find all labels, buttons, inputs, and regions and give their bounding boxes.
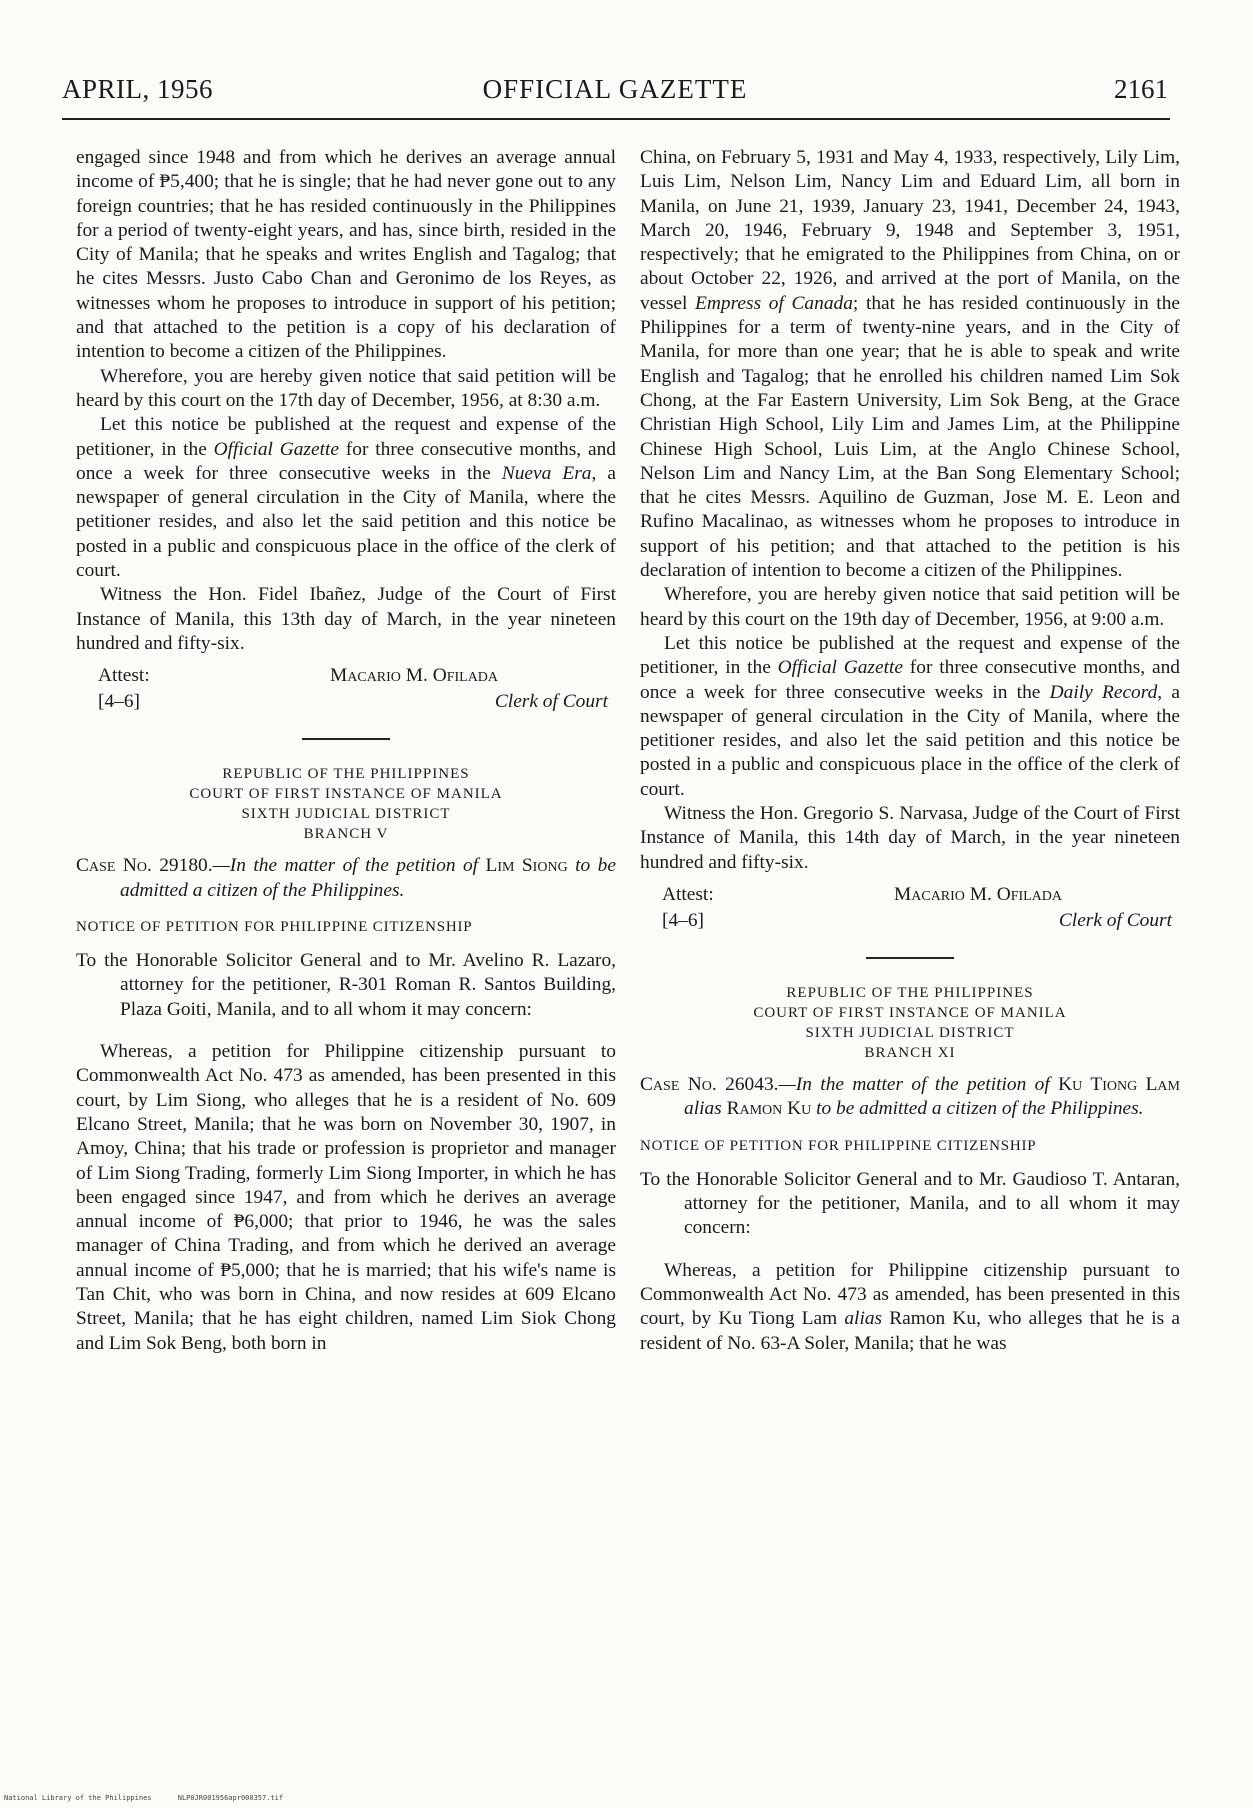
page-number: 2161 — [1114, 74, 1168, 104]
paragraph: Whereas, a petition for Philippine citizenship pursuant to Commonwealth Act No. 473 as amended, has been presented in this court, by Lim Siong, who alleges that he is a resident of No. 609 Elcano Street, Manila; that he was born on November 30, 1907, in Amoy, China; that his trade or profession is proprietor and manager of Lim Siong Trading, formerly Lim Siong Importer, in which he has been engaged since 1947, and from which he derives an average annual income of ₱6,000; that prior to 1946, he was the sales manager of China Trading, and from which he derived an average annual income of ₱5,000; that he is married; that his wife's name is Tan Chit, who was born in China, and now resides at 609 Elcano Street, Manila; that he has eight children, named Lim Siok Chong and Lim Sok Beng, both born in — [76, 1041, 616, 1354]
publication-title: OFFICIAL GAZETTE — [482, 74, 748, 104]
issue-date: APRIL, 1956 — [62, 74, 214, 104]
court-heading: REPUBLIC OF THE PHILIPPINES COURT OF FIRST INSTANCE OF MANILA SIXTH JUDICIAL DISTRICT BRANCH XI — [753, 984, 1067, 1061]
court-heading: REPUBLIC OF THE PHILIPPINES COURT OF FIRST INSTANCE OF MANILA SIXTH JUDICIAL DISTRICT BRANCH V — [189, 766, 503, 843]
addressee: To the Honorable Solicitor General and to Mr. Avelino R. Lazaro, attorney for the petitioner, R-301 Roman R. Santos Building, Plaza Goiti, Manila, and to all whom it may concern: — [76, 950, 616, 1020]
vessel-name: Empress of Canada — [695, 292, 853, 314]
signer-name: Macario M. Ofilada — [894, 883, 1063, 905]
case-title: Case No. 26043.—In the matter of the petition of Ku Tiong Lam alias Ramon Ku to be admitted a citizen of the Philippines. — [640, 1073, 1180, 1120]
notice-title: NOTICE OF PETITION FOR PHILIPPINE CITIZENSHIP — [640, 1137, 1037, 1154]
attestation-block — [640, 883, 1180, 935]
attest-label: Attest: — [98, 665, 150, 687]
section-divider — [866, 957, 954, 959]
paragraph: Wherefore, you are hereby given notice that said petition will be heard by this court on the 17th day of December, 1956, at 8:30 a.m. — [76, 365, 616, 411]
file-name: NLP0JR001956apr000357.tif — [177, 1794, 284, 1802]
paragraph: Witness the Hon. Gregorio S. Narvasa, Judge of the Court of First Instance of Manila, this 14th day of March, in the year nineteen hundred and fifty-six. — [640, 803, 1180, 873]
library-credit: National Library of the Philippines — [4, 1794, 152, 1802]
notice-title: NOTICE OF PETITION FOR PHILIPPINE CITIZENSHIP — [76, 918, 473, 935]
section-divider — [302, 738, 390, 740]
signer-title: Clerk of Court — [494, 691, 608, 713]
paragraph: China, on February 5, 1931 and May 4, 1933, respectively, Lily Lim, Luis Lim, Nelson Lim, Nancy Lim and Eduard Lim, all born in Manila, on June 21, 1939, January 23, 1941, December 24, 1943, March 20, 1946, February 9, 1948 and September 3, 1951, respectively; that he emigrated to the Philippines from China, on or about October 22, 1926, and arrived at the port of Manila, on the vessel Empress of Canada; that he has resided continuously in the Philippines for a term of twenty-nine years, and in the City of Manila, for more than one year; that he is able to speak and write English and Tagalog; that he enrolled his children named Lim Sok Chong, at the Far Eastern University, Lim Sok Beng, at the Grace Christian High School, Lily Lim and James Lim, at the Philippine Chinese High School, Luis Lim, at the Anglo Chinese School, Nelson Lim and Nancy Lim, at the Ban Song Elementary School; that he cites Messrs. Aquilino de Guzman, Jose M. E. Leon and Rufino Macalinao, as witnesses whom he proposes to introduce in support of his petition; and that attached to the petition is his declaration of intention to become a citizen of the Philippines. — [640, 147, 1180, 582]
attestation-block — [76, 664, 616, 716]
scan-footer — [4, 1794, 305, 1802]
paragraph: Let this notice be published at the request and expense of the petitioner, in the Official Gazette for three consecutive months, and once a week for three consecutive weeks in the Daily Record, a newspaper of general circulation in the City of Manila, where the petitioner resides, and also let the said petition and this notice be posted in a public and conspicuous place in the office of the clerk of court. — [640, 632, 1181, 800]
publication-name: Nueva Era — [501, 462, 592, 484]
addressee: To the Honorable Solicitor General and to Mr. Gaudioso T. Antaran, attorney for the petitioner, Manila, and to all whom it may concern: — [640, 1168, 1180, 1239]
paragraph: engaged since 1948 and from which he derives an average annual income of ₱5,400; that he is single; that he had never gone out to any foreign countries; that he has resided continuously in the Philippines for a period of twenty-eight years, and has, since birth, resided in the City of Manila; that he speaks and writes English and Tagalog; that he cites Messrs. Justo Cabo Chan and Geronimo de los Reyes, as witnesses whom he proposes to introduce in support of his petition; and that attached to the petition is a copy of his declaration of intention to become a citizen of the Philippines. — [76, 147, 616, 363]
left-column — [76, 146, 616, 1356]
paragraph: Let this notice be published at the request and expense of the petitioner, in the Official Gazette for three consecutive months, and once a week for three consecutive weeks in the Nueva Era, a newspaper of general circulation in the City of Manila, where the petitioner resides, and also let the said petition and this notice be posted in a public and conspicuous place in the office of the clerk of court. — [76, 414, 616, 582]
signer-name: Macario M. Ofilada — [330, 665, 499, 687]
page-header — [62, 74, 1168, 114]
attest-reference: [4–6] — [662, 909, 705, 931]
header-rule — [62, 118, 1170, 120]
case-title: Case No. 29180.—In the matter of the petition of Lim Siong to be admitted a citizen of the Philippines. — [76, 855, 616, 901]
publication-name: Official Gazette — [213, 438, 339, 460]
signer-title: Clerk of Court — [1058, 909, 1172, 931]
attest-reference: [4–6] — [98, 691, 141, 713]
paragraph: Whereas, a petition for Philippine citizenship pursuant to Commonwealth Act No. 473 as amended, has been presented in this court, by Ku Tiong Lam alias Ramon Ku, who alleges that he is a resident of No. 63-A Soler, Manila; that he was — [640, 1259, 1180, 1354]
paragraph: Witness the Hon. Fidel Ibañez, Judge of the Court of First Instance of Manila, this 13th day of March, in the year nineteen hundred and fifty-six. — [76, 584, 616, 654]
publication-name: Daily Record — [1049, 681, 1158, 703]
attest-label: Attest: — [662, 883, 714, 905]
publication-name: Official Gazette — [777, 657, 903, 679]
paragraph: Wherefore, you are hereby given notice that said petition will be heard by this court on the 19th day of December, 1956, at 9:00 a.m. — [640, 584, 1180, 630]
right-column — [640, 146, 1180, 1356]
